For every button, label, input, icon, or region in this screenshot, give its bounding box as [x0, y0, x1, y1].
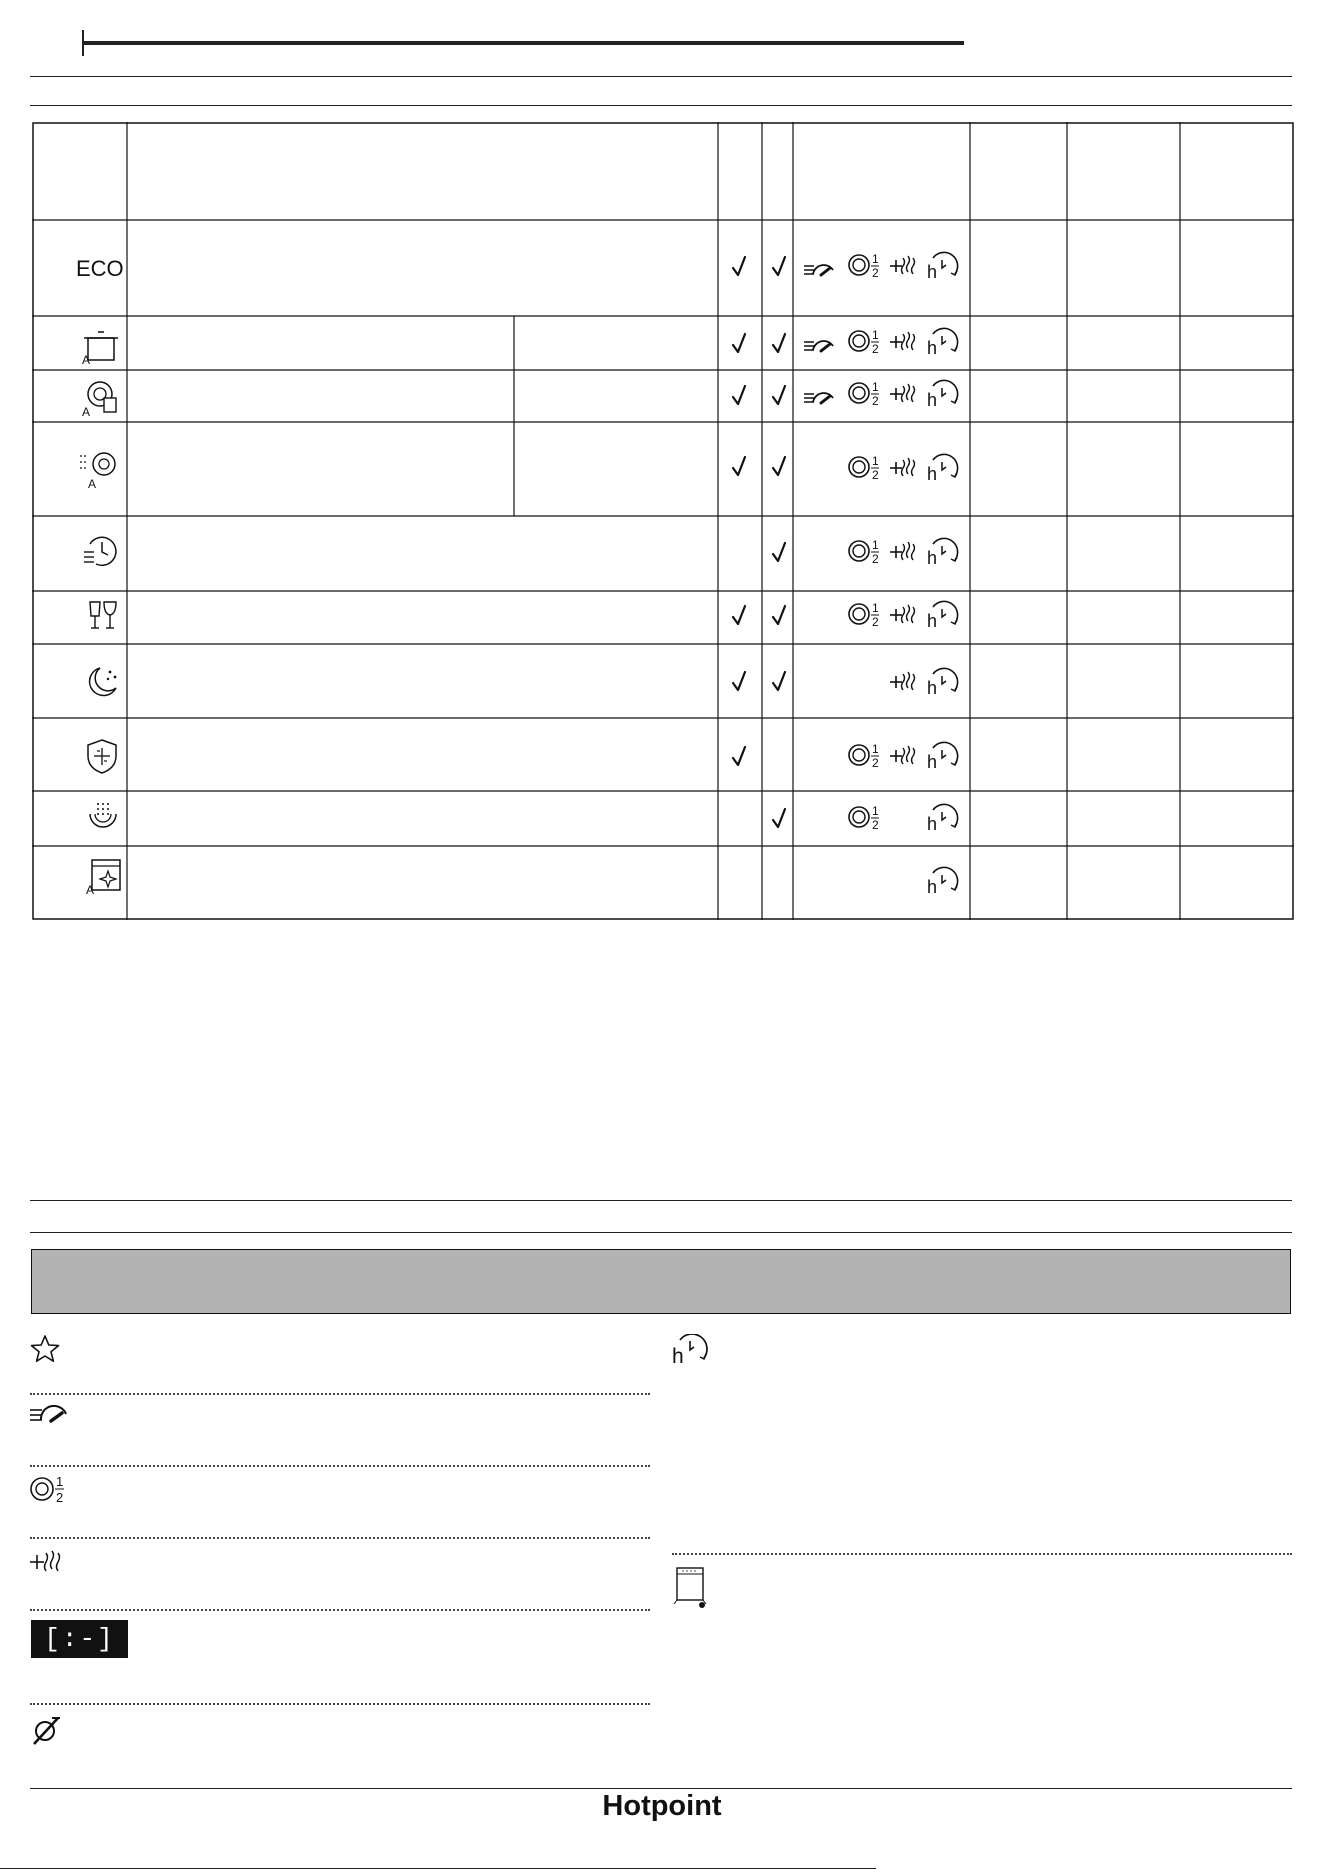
check-icon	[733, 747, 745, 765]
hygiene-programme-icon	[88, 740, 116, 773]
header-rule-2	[30, 105, 1292, 106]
self-clean-programme-icon	[86, 860, 120, 897]
half-load-icon	[849, 380, 879, 408]
check-icon	[773, 809, 785, 827]
extra-dry-icon	[890, 458, 915, 476]
half-load-icon	[849, 601, 879, 629]
legend-separator	[30, 1465, 650, 1467]
legend-separator	[30, 1393, 650, 1395]
night-programme-icon	[90, 668, 117, 696]
display-code-icon: [:-]	[31, 1620, 128, 1658]
no-rinse-aid-icon	[30, 1714, 64, 1751]
quick-wash-programme-icon	[80, 453, 115, 491]
extra-dry-icon	[890, 332, 915, 350]
check-icon	[733, 334, 745, 352]
half-load-icon	[30, 1474, 70, 1511]
delay-start-icon	[927, 601, 958, 631]
extra-dry-icon	[890, 542, 915, 560]
legend-separator	[30, 1703, 650, 1705]
express-option-icon	[30, 1404, 72, 1431]
header-bar	[82, 41, 964, 45]
svg-text:A: A	[82, 353, 91, 367]
half-load-icon	[849, 538, 879, 566]
half-load-icon	[849, 328, 879, 356]
half-load-icon	[849, 742, 879, 770]
half-load-icon	[849, 454, 879, 482]
check-icon	[773, 606, 785, 624]
legend-separator	[672, 1553, 1292, 1555]
check-icon	[733, 606, 745, 624]
section-rule-2	[30, 1232, 1292, 1233]
delay-start-icon	[927, 328, 958, 358]
rapid-programme-icon	[84, 537, 116, 565]
delay-start-icon	[927, 867, 958, 897]
delay-start-icon	[927, 538, 958, 568]
svg-text:h: h	[672, 1345, 684, 1368]
footer-rule	[30, 1788, 1292, 1789]
half-load-icon	[849, 252, 879, 280]
express-option-icon	[804, 393, 833, 403]
delay-start-icon	[927, 380, 958, 410]
legend-separator	[30, 1537, 650, 1539]
prewash-programme-icon	[90, 803, 116, 827]
footer-bottom-rule	[0, 1868, 876, 1869]
delay-start-icon	[672, 1334, 710, 1373]
delay-start-icon	[927, 742, 958, 772]
extra-dry-icon	[890, 746, 915, 764]
pot-programme-icon	[82, 332, 118, 367]
check-icon	[733, 257, 745, 275]
check-icon	[773, 457, 785, 475]
svg-text:1: 1	[56, 1474, 64, 1489]
svg-text:A: A	[88, 477, 97, 491]
delay-start-icon	[927, 252, 958, 282]
star-icon	[30, 1334, 60, 1369]
delay-start-icon	[927, 804, 958, 834]
brand-logo: Hotpoint	[602, 1790, 722, 1822]
eco-label: ECO	[76, 256, 124, 281]
glass-programme-icon	[90, 602, 116, 628]
dishwasher-icon	[672, 1564, 708, 1615]
check-icon	[773, 334, 785, 352]
check-icon	[733, 386, 745, 404]
extra-dry-icon	[890, 384, 915, 402]
half-load-icon	[849, 804, 879, 832]
extra-dry-icon	[890, 605, 915, 623]
delay-start-icon	[927, 454, 958, 484]
header-rule-1	[30, 76, 1292, 77]
check-icon	[773, 543, 785, 561]
legend-separator	[30, 1609, 650, 1611]
svg-text:A: A	[86, 883, 95, 897]
check-icon	[733, 672, 745, 690]
extra-dry-icon	[890, 672, 915, 690]
daily-programme-icon	[82, 382, 116, 419]
check-icon	[773, 386, 785, 404]
svg-text:A: A	[82, 405, 91, 419]
section-rule-1	[30, 1200, 1292, 1201]
extra-dry-icon	[30, 1548, 66, 1581]
express-option-icon	[804, 341, 833, 351]
options-header-bar	[31, 1249, 1291, 1314]
programme-table: 1 2 h ECO A A A A	[32, 122, 1294, 920]
check-icon	[773, 257, 785, 275]
svg-text:2: 2	[56, 1490, 64, 1505]
extra-dry-icon	[890, 256, 915, 274]
check-icon	[773, 672, 785, 690]
delay-start-icon	[927, 668, 958, 698]
express-option-icon	[804, 265, 833, 275]
check-icon	[733, 457, 745, 475]
